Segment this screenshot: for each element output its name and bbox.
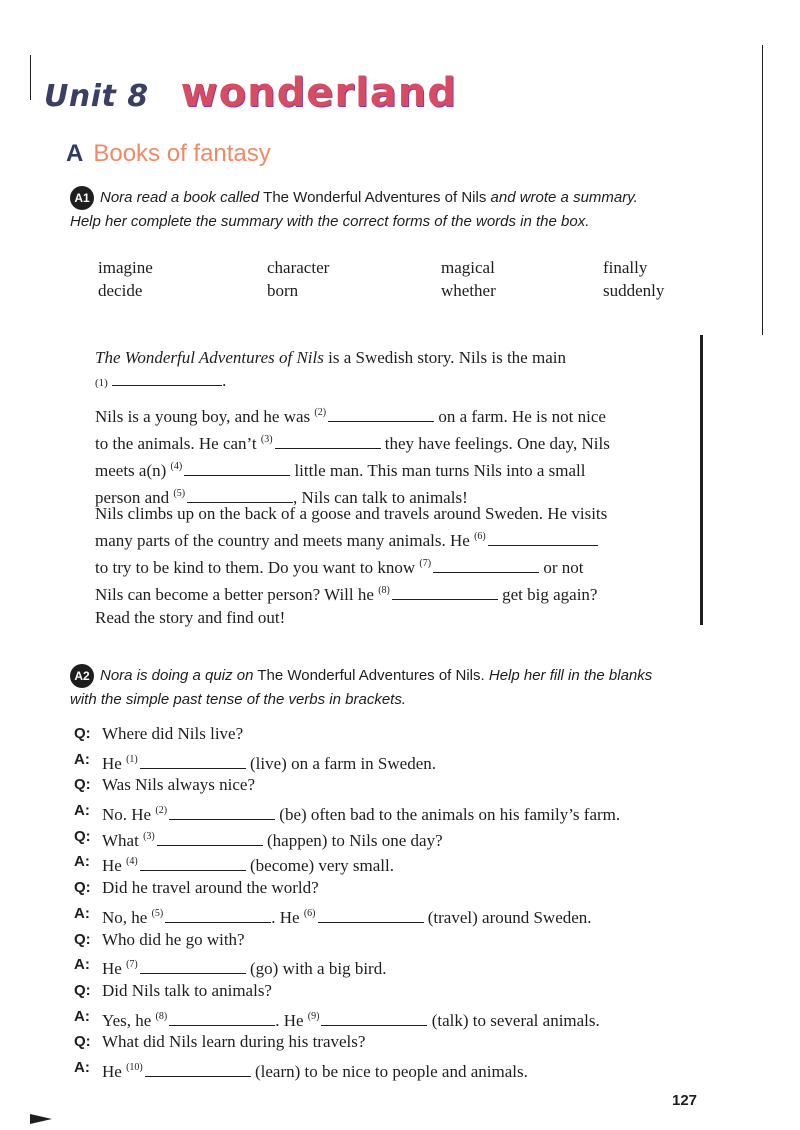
a1-instr-part2: and wrote a summary.	[490, 189, 638, 206]
quiz-answer	[74, 1055, 714, 1081]
a2-instr-part2: Help her fill in the blanks	[488, 667, 653, 684]
quiz-list	[74, 721, 714, 1081]
blank-number: (7)	[126, 959, 138, 971]
question-tag: Q:	[74, 1033, 91, 1051]
summary-text: Nils climbs up on the back of a goose and travels around Sweden. He visits	[95, 504, 608, 523]
blank-input[interactable]	[112, 369, 222, 386]
summary-text: on a farm. He is not nice	[438, 407, 606, 426]
summary-text: person and	[95, 488, 170, 507]
word: finally	[603, 258, 648, 277]
a1-instructions	[70, 186, 700, 233]
question-tag: Q:	[74, 879, 91, 897]
quiz-answer	[74, 747, 714, 773]
summary-paragraph-3	[95, 502, 685, 629]
summary-text: little man. This man turns Nils into a small	[294, 461, 586, 480]
answer-text	[102, 798, 714, 824]
a2-instr-part1: Nora is doing a quiz on	[100, 667, 254, 684]
answer-text	[102, 901, 714, 927]
question-text: Who did he go with?	[102, 929, 245, 949]
summary-book-title: The Wonderful Adventures of Nils	[95, 348, 324, 367]
blank-number: (2)	[155, 805, 168, 817]
blank-input[interactable]	[187, 486, 293, 503]
word: decide	[98, 281, 143, 300]
summary-text: is a Swedish story. Nils is the main	[328, 348, 566, 367]
blank-number: (6)	[303, 907, 316, 919]
question-text: Did he travel around the world?	[102, 878, 319, 898]
blank-number: (5)	[151, 907, 164, 919]
answer-part: No, he	[102, 907, 148, 927]
blank-input[interactable]	[140, 957, 246, 974]
blank-number: (6)	[474, 531, 486, 542]
quiz-question	[74, 824, 714, 850]
answer-tag: A:	[74, 750, 90, 768]
quiz-question	[74, 721, 714, 747]
summary-text: or not	[543, 558, 584, 577]
question-text: Where did Nils live?	[102, 724, 244, 743]
blank-number: (7)	[419, 558, 432, 569]
answer-tag: A:	[74, 956, 90, 974]
unit-name: wonderland	[180, 70, 457, 116]
quiz-answer	[74, 798, 714, 824]
summary-text: many parts of the country and meets many animals. He	[95, 531, 470, 550]
answer-part: (become) very small.	[250, 856, 394, 876]
a1-instr-part1: Nora read a book called	[100, 189, 260, 206]
blank-number: (10)	[126, 1061, 143, 1073]
answer-text	[102, 1004, 714, 1030]
answer-tag: A:	[74, 802, 90, 820]
quiz-question	[74, 1029, 714, 1055]
answer-text	[102, 747, 714, 773]
answer-part: . He	[275, 1010, 304, 1030]
blank-input[interactable]	[392, 583, 498, 600]
quiz-question	[74, 772, 714, 798]
blank-input[interactable]	[169, 803, 275, 820]
a1-book-title: The Wonderful Adventures of Nils	[263, 189, 487, 206]
scan-edge-line-left	[30, 55, 31, 100]
answer-part: (learn) to be nice to people and animals.	[255, 1061, 528, 1081]
quiz-answer	[74, 1004, 714, 1030]
quiz-answer	[74, 901, 714, 927]
question-tag: Q:	[74, 930, 91, 948]
blank-number: (8)	[155, 1010, 168, 1022]
answer-tag: A:	[74, 904, 90, 922]
blank-input[interactable]	[488, 529, 598, 546]
scan-edge-line-right-thick	[700, 335, 703, 625]
answer-part: (talk) to several animals.	[431, 1010, 600, 1030]
blank-number: (8)	[378, 585, 390, 596]
answer-part: Yes, he	[102, 1010, 152, 1030]
answer-part: . He	[271, 907, 300, 927]
word-row	[98, 279, 698, 302]
blank-input[interactable]	[169, 1009, 275, 1026]
blank-input[interactable]	[433, 556, 539, 573]
blank-number: (1)	[126, 753, 138, 765]
summary-text: get big again?	[502, 585, 598, 604]
a2-book-title: The Wonderful Adventures of Nils.	[257, 667, 485, 684]
a1-instr-part3: Help her complete the summary with the correct forms of the words in the box.	[70, 213, 590, 231]
answer-part: He	[102, 959, 122, 979]
quiz-answer	[74, 952, 714, 978]
quiz-question	[74, 927, 714, 953]
quiz-answer	[74, 849, 714, 875]
summary-text: , Nils can talk to animals!	[293, 488, 468, 507]
summary-paragraph-1: The Wonderful Adventures of Nils is a Swedish story. Nils is the main (1) .	[95, 348, 566, 390]
unit-title	[44, 70, 457, 116]
page-number: 127	[672, 1092, 698, 1109]
word: imagine	[98, 258, 153, 277]
answer-part: (go) with a big bird.	[250, 959, 387, 979]
answer-tag: A:	[74, 1058, 90, 1076]
blank-number: (5)	[173, 488, 186, 499]
question-text	[102, 824, 714, 850]
blank-number: (3)	[260, 434, 273, 445]
question-tag: Q:	[74, 776, 91, 794]
blank-number: (3)	[143, 830, 155, 842]
blank-input[interactable]	[275, 432, 381, 449]
blank-input[interactable]	[318, 906, 424, 923]
question-tag: Q:	[74, 981, 91, 999]
summary-text: meets a(n)	[95, 461, 167, 480]
answer-part: (travel) around Sweden.	[427, 907, 592, 927]
word: whether	[441, 281, 496, 300]
quiz-question	[74, 978, 714, 1004]
a2-instr-part3: with the simple past tense of the verbs in brackets.	[70, 691, 406, 709]
answer-tag: A:	[74, 853, 90, 871]
blank-input[interactable]	[145, 1060, 251, 1077]
word: suddenly	[603, 281, 665, 300]
question-text: Was Nils always nice?	[102, 775, 255, 795]
question-text: Did Nils talk to animals?	[102, 980, 272, 1000]
blank-input[interactable]	[157, 829, 263, 846]
summary-text: Read the story and find out!	[95, 608, 286, 627]
section-letter: A	[66, 140, 84, 167]
blank-input[interactable]	[184, 459, 290, 476]
blank-input[interactable]	[165, 906, 271, 923]
question-part: (happen) to Nils one day?	[267, 830, 443, 850]
summary-text: to the animals. He can’t	[95, 434, 257, 453]
a1-badge: A1	[70, 186, 94, 210]
summary-text: Nils is a young boy, and he was	[95, 407, 311, 426]
question-text: What did Nils learn during his travels?	[102, 1032, 366, 1052]
answer-text	[102, 1055, 714, 1081]
unit-label: Unit 8	[44, 79, 149, 114]
blank-input[interactable]	[328, 405, 434, 422]
answer-tag: A:	[74, 1007, 90, 1025]
answer-part: He	[102, 753, 122, 773]
blank-number: (2)	[314, 407, 327, 418]
word: character	[267, 258, 330, 277]
quiz-question	[74, 875, 714, 901]
answer-part: He	[102, 1061, 122, 1081]
question-tag: Q:	[74, 827, 91, 845]
answer-part: He	[102, 856, 122, 876]
blank-number: (9)	[307, 1010, 320, 1022]
summary-text: they have feelings. One day, Nils	[384, 434, 610, 453]
blank-input[interactable]	[140, 752, 246, 769]
answer-part: (live) on a farm in Sweden.	[250, 753, 436, 773]
scan-edge-line-right-top	[762, 45, 763, 335]
summary-text: to try to be kind to them. Do you want to know	[95, 558, 416, 577]
answer-text	[102, 849, 714, 875]
answer-part: (be) often bad to the animals on his family’s farm.	[279, 805, 621, 825]
blank-input[interactable]	[140, 854, 246, 871]
blank-input[interactable]	[321, 1009, 427, 1026]
arrow-marker-icon	[30, 1114, 52, 1124]
section-title: Books of fantasy	[93, 140, 271, 167]
question-tag: Q:	[74, 725, 91, 742]
section-heading	[66, 140, 271, 168]
answer-text	[102, 952, 714, 978]
summary-paragraph-2	[95, 401, 685, 509]
blank-number: (1)	[95, 377, 108, 389]
blank-number: (4)	[126, 856, 138, 868]
blank-number: (4)	[170, 461, 183, 472]
summary-text: Nils can become a better person? Will he	[95, 585, 374, 604]
answer-part: No. He	[102, 805, 152, 825]
word-box	[98, 256, 698, 302]
word: magical	[441, 258, 495, 277]
a2-badge: A2	[70, 664, 94, 688]
question-part: What	[102, 830, 139, 850]
word: born	[267, 281, 299, 300]
a2-instructions	[70, 664, 700, 711]
word-row	[98, 256, 698, 279]
